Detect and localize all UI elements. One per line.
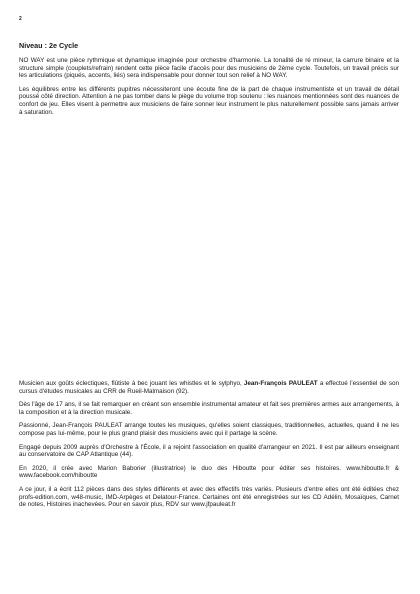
page-number: 2 (19, 16, 22, 22)
biography-intro (19, 380, 399, 395)
composer-name: Jean-François PAULEAT (243, 380, 318, 387)
biography-paragraph: En 2020, il crée avec Marion Baborier (illustratrice) le duo des Hiboutte pour éditer ses histoires. www.hiboutte.fr & www.facebook.com/hiboutte (19, 464, 399, 480)
description-paragraph: NO WAY est une pièce rythmique et dynamique imaginée pour orchestre d'harmonie. La tonalité de ré mineur, la carrure binaire et la structure simple (couplets/refrain) rendent cette pièce facile d'accès pour des musiciens de 2ème cycle. Toutefois, un travail précis sur les articulations (piqués, accents, liés) sera indispensable pour donner tout son relief à NO WAY. (19, 57, 399, 80)
description-paragraph: Les équilibres entre les différents pupitres nécessiteront une écoute fine de la part de chaque instrumentiste et un travail de détail poussé côté direction. Attention à ne pas tomber dans le piège du volume trop soutenu : les nuances mentionnées sont des nuances de confort de jeu. Elles visent à permettre aux musiciens de faire sonner leur instrument le plus naturellement possible sans jamais arriver à saturation. (19, 85, 399, 116)
biography-intro-before: Musicien aux goûts éclectiques, flûtiste à bec jouant les whistles et le sylphyo, (19, 380, 244, 387)
biography-paragraph: Dès l'âge de 17 ans, il se fait remarquer en créant son ensemble instrumental amateur et fait ses premières armes aux arrangements, à la composition et à la direction musicale. (19, 401, 399, 416)
biography-section (19, 380, 399, 515)
biography-intro-after: a effectué l'essentiel de son cursus d'études musicales au CRR de Rueil-Malmaison (92). (19, 380, 400, 395)
level-heading: Niveau : 2e Cycle (19, 41, 79, 50)
biography-paragraph: A ce jour, il a écrit 112 pièces dans des styles différents et avec des effectifs très variés. Plusieurs d'entre elles ont été éditées chez profs-edition.com, w48-music, IMD-Arpèges et Delatour-France. Certaines ont été enregistrées sur les CD Adélin, Mosaïques, Carnet de notes, Histoires inachevées. Pour en savoir plus, RDV sur www.jfpauleat.fr (19, 485, 399, 509)
biography-paragraph: Passionné, Jean-François PAULEAT arrange toutes les musiques, qu'elles soient classiques, traditionnelles, actuelles, quand il ne les compose pas lui-même, pour le plus grand plaisir des musiciens avec qui il partage la scène. (19, 422, 399, 437)
description-section (19, 57, 399, 122)
biography-paragraph: Engagé depuis 2009 auprès d'Orchestre à l'École, il a rejoint l'association en qualité d'arrangeur en 2021. Il est par ailleurs enseignant au conservatoire de CAP Atlantique (44). (19, 443, 399, 459)
